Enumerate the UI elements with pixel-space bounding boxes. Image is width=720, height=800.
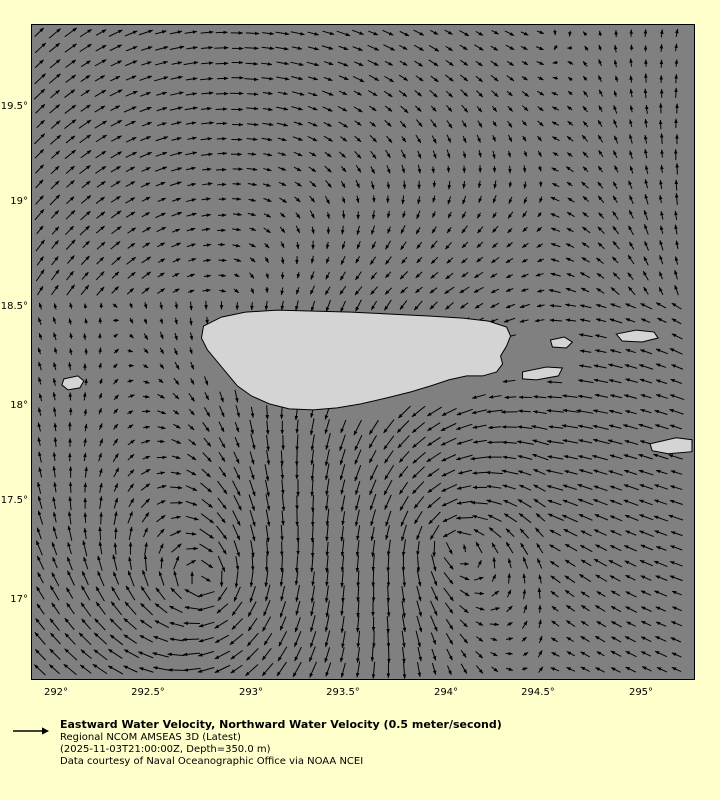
x-tick-label: 292° [43,687,69,698]
y-tick-label: 19.5° [0,101,28,112]
legend-source: Regional NCOM AMSEAS 3D (Latest) [60,732,241,743]
y-tick-label: 17.5° [0,495,28,506]
map-plot-area[interactable] [31,24,695,680]
x-tick-label: 293.5° [326,687,360,698]
x-tick-label: 292.5° [131,687,165,698]
legend-courtesy: Data courtesy of Naval Oceanographic Office via NOAA NCEI [60,756,364,767]
y-tick-label: 18° [10,400,28,411]
legend-timestamp: (2025-11-03T21:00:00Z, Depth=350.0 m) [60,744,271,755]
x-tick-label: 294.5° [521,687,555,698]
y-tick-label: 17° [10,594,28,605]
legend-title: Eastward Water Velocity, Northward Water Velocity (0.5 meter/second) [60,718,502,731]
y-tick-label: 19° [10,196,28,207]
x-tick-label: 293° [238,687,264,698]
vector-arrow-icon [12,724,50,738]
x-tick-label: 295° [628,687,654,698]
legend-text-block [60,718,700,768]
current-vector-field [32,25,694,679]
legend [8,718,712,792]
y-tick-label: 18.5° [0,301,28,312]
x-tick-label: 294° [433,687,459,698]
